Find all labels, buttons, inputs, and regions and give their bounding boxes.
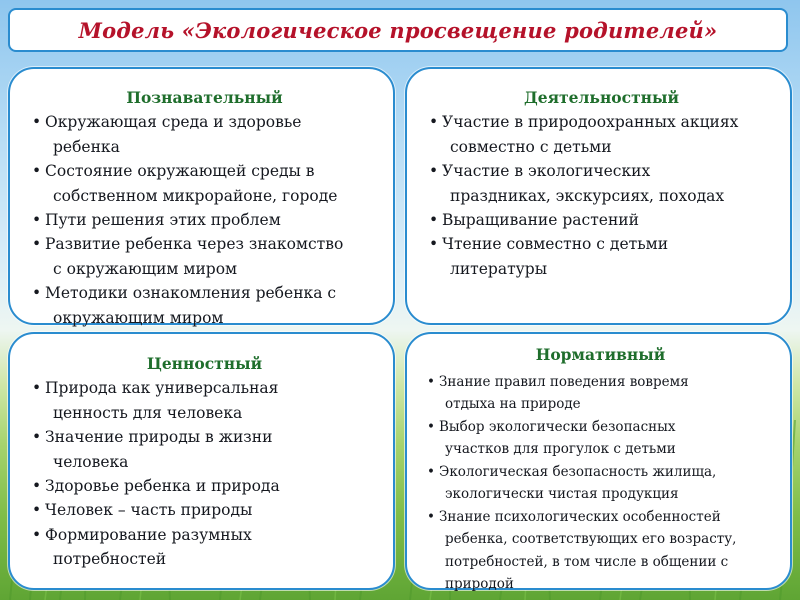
list-item: • Природа как универсальная ценность для человека [32,376,377,425]
list-item: • Чтение совместно с детьми литературы [429,232,774,281]
card-normative [405,332,792,590]
card-activity [405,67,792,325]
card-heading: Нормативный [535,345,666,364]
card-list [429,110,774,281]
list-item: • Знание психологических особенностей ребенка, соответствующих его возрасту, потребностей, в том числе в общении с природой [427,506,774,596]
card-heading: Познавательный [126,88,283,107]
list-item: • Участие в экологических праздниках, экскурсиях, походах [429,159,774,208]
list-item: • Знание правил поведения вовремя отдыха на природе [427,371,774,416]
list-item: • Участие в природоохранных акциях совместно с детьми [429,110,774,159]
list-item: • Развитие ребенка через знакомство с окружающим миром [32,232,377,281]
list-item: • Пути решения этих проблем [32,208,377,232]
card-list [32,110,377,330]
list-item: • Здоровье ребенка и природа [32,474,377,498]
card-heading: Ценностный [146,354,263,373]
list-item: • Выращивание растений [429,208,774,232]
list-item: • Человек – часть природы [32,498,377,522]
card-heading: Деятельностный [523,88,680,107]
list-item: • Формирование разумных потребностей [32,523,377,572]
list-item: • Состояние окружающей среды в собственном микрорайоне, городе [32,159,377,208]
list-item: • Значение природы в жизни человека [32,425,377,474]
page-title: Модель «Экологическое просвещение родителей» [78,17,718,43]
list-item: • Окружающая среда и здоровье ребенка [32,110,377,159]
card-list [32,376,377,571]
list-item: • Выбор экологически безопасных участков для прогулок с детьми [427,416,774,461]
card-list [427,371,774,596]
title-banner [8,8,788,52]
list-item: • Методики ознакомления ребенка с окружающим миром [32,281,377,330]
card-values [8,332,395,590]
card-cognitive [8,67,395,325]
list-item: • Экологическая безопасность жилища, экологически чистая продукция [427,461,774,506]
